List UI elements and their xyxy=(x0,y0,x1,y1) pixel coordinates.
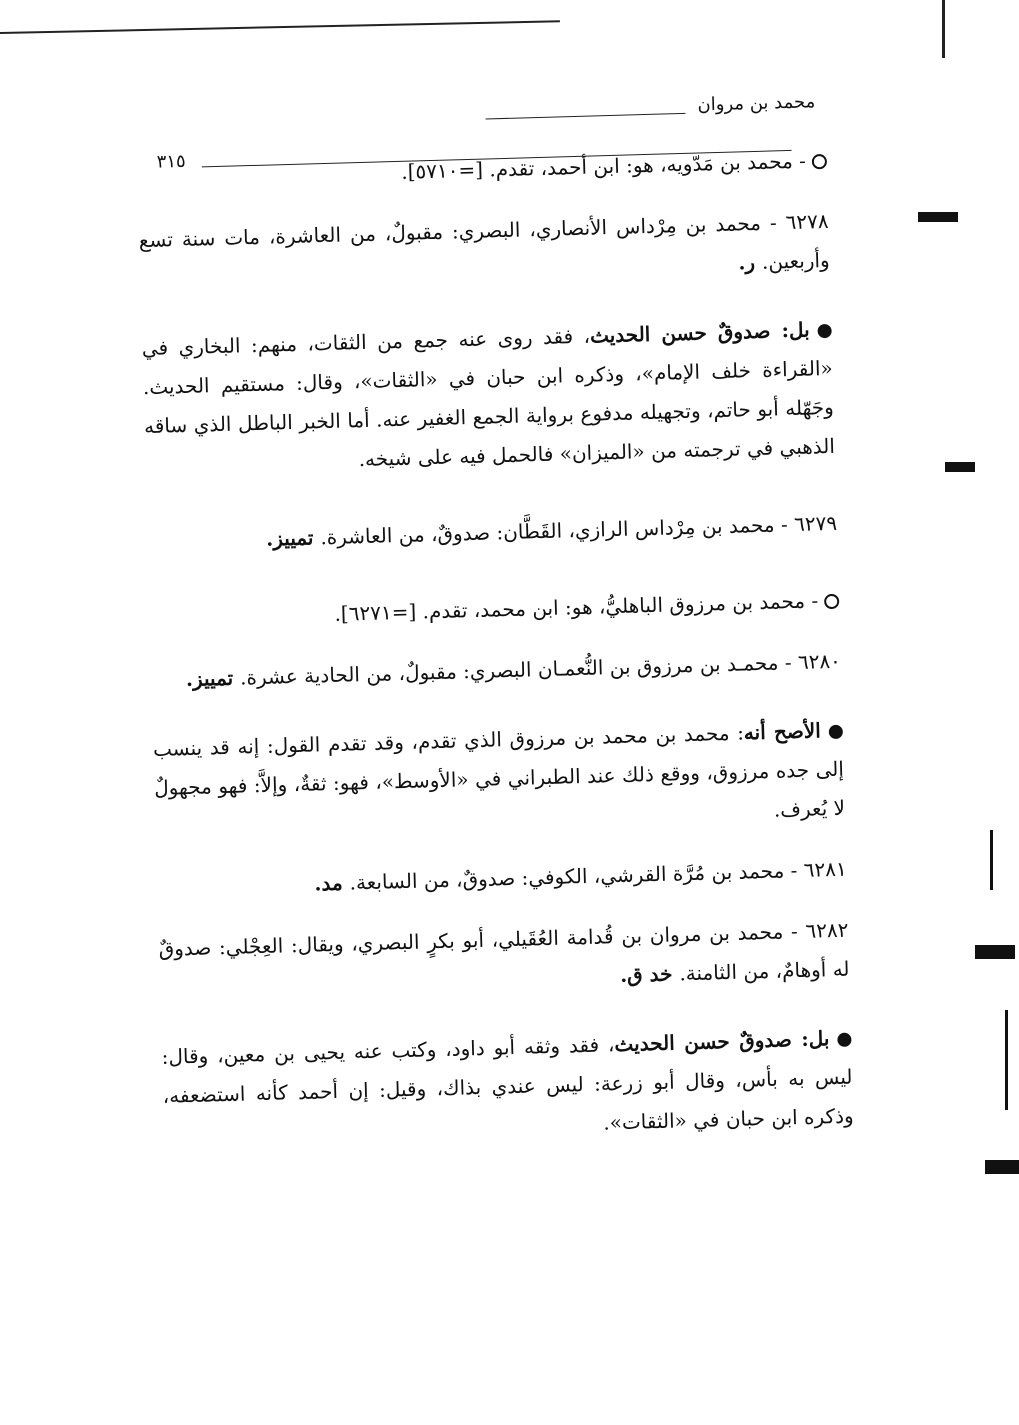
biography-entry xyxy=(158,911,850,1008)
biography-entry xyxy=(151,642,842,700)
editor-note xyxy=(153,711,846,847)
editor-note xyxy=(141,310,835,485)
running-head: محمد بن مروان xyxy=(697,91,816,116)
note-text: ، فقد روى عنه جمع من الثقات، منهم: البخاري في «القراءة خلف الإمام»، وذكره ابن حبان في «الثقات»، وقال: مستقيم الحديث. وجَهّله أبو حاتم، وتجهيله مدفوع برواية الجمع الغفير عنه. أما الخبر الباطل الذي ساقه الذهبي في ترجمته من «الميزان» فالحمل فيه على شيخه. xyxy=(141,323,836,472)
page-body xyxy=(137,141,855,1177)
editor-note xyxy=(161,1019,854,1155)
entry-text: ٦٢٨٢ - محمد بن مروان بن قُدامة العُقَيلي، أبو بكرٍ البصري، ويقال: العِجْلي: صدوقٌ له أوهامٌ، من الثامنة. xyxy=(158,917,850,986)
entry-code: مد. xyxy=(314,870,350,896)
entry-text: ٦٢٧٨ - محمد بن مِرْداس الأنصاري، البصري: مقبولٌ، من العاشرة، مات سنة تسع وأربعين. xyxy=(138,208,830,274)
page-number: ٣١٥ xyxy=(156,150,186,173)
bullet-dot-icon xyxy=(829,724,843,738)
entry-text: - محمد بن مرزوق الباهليُّ، هو: ابن محمد، تقدم. [=٦٢٧١]. xyxy=(334,588,819,626)
ring-marker-icon xyxy=(812,154,827,169)
bullet-dot-icon xyxy=(837,1032,851,1046)
note-verdict: بل: صدوقٌ حسن الحديث xyxy=(614,1026,830,1057)
entry-text: ٦٢٧٩ - محمد بن مِرْداس الرازي، القَطَّان: صدوقٌ، من العاشرة. xyxy=(320,510,838,550)
biography-entry xyxy=(147,504,838,562)
entry-text: ٦٢٨٠ - محمـد بن مرزوق بن النُّعمـان البصري: مقبولٌ، من الحادية عشرة. xyxy=(239,648,842,690)
header-rule xyxy=(486,113,686,120)
bullet-dot-icon xyxy=(817,323,831,337)
entry-code: ر. xyxy=(738,249,763,275)
entry-code: خد ق. xyxy=(619,961,680,988)
note-text: ، فقد وثقه أبو داود، وكتب عنه يحيى بن معين، وقال: ليس به بأس، وقال أبو زرعة: ليس عندي بذاك، وقيل: إن أحمد كأنه استضعفه، وذكره ابن حبان في «الثقات». xyxy=(161,1032,854,1135)
ring-marker-icon xyxy=(824,594,839,609)
entry-code: تمييز. xyxy=(265,525,321,551)
note-verdict: بل: صدوقٌ حسن الحديث xyxy=(589,317,810,348)
cross-reference-entry xyxy=(149,581,840,639)
entry-text: - محمد بن مَدّويه، هو: ابن أحمد، تقدم. [=٥٧١٠]. xyxy=(400,148,807,184)
biography-entry xyxy=(138,202,830,299)
note-verdict: الأصح أنه xyxy=(743,718,822,745)
biography-entry xyxy=(156,850,847,908)
entry-code: تمييز. xyxy=(185,665,241,692)
note-text: : محمد بن محمد بن مرزوق الذي تقدم، وقد تقدم القول: إنه قد ينسب إلى جده مرزوق، ووقع ذلك عند الطبراني في «الأوسط»، فهو: ثقةٌ، وإلاَّ: فهو مجهولٌ لا يُعرف. xyxy=(152,720,846,822)
entry-text: ٦٢٨١ - محمد بن مُرَّة القرشي، الكوفي: صدوقٌ، من السابعة. xyxy=(349,856,847,895)
